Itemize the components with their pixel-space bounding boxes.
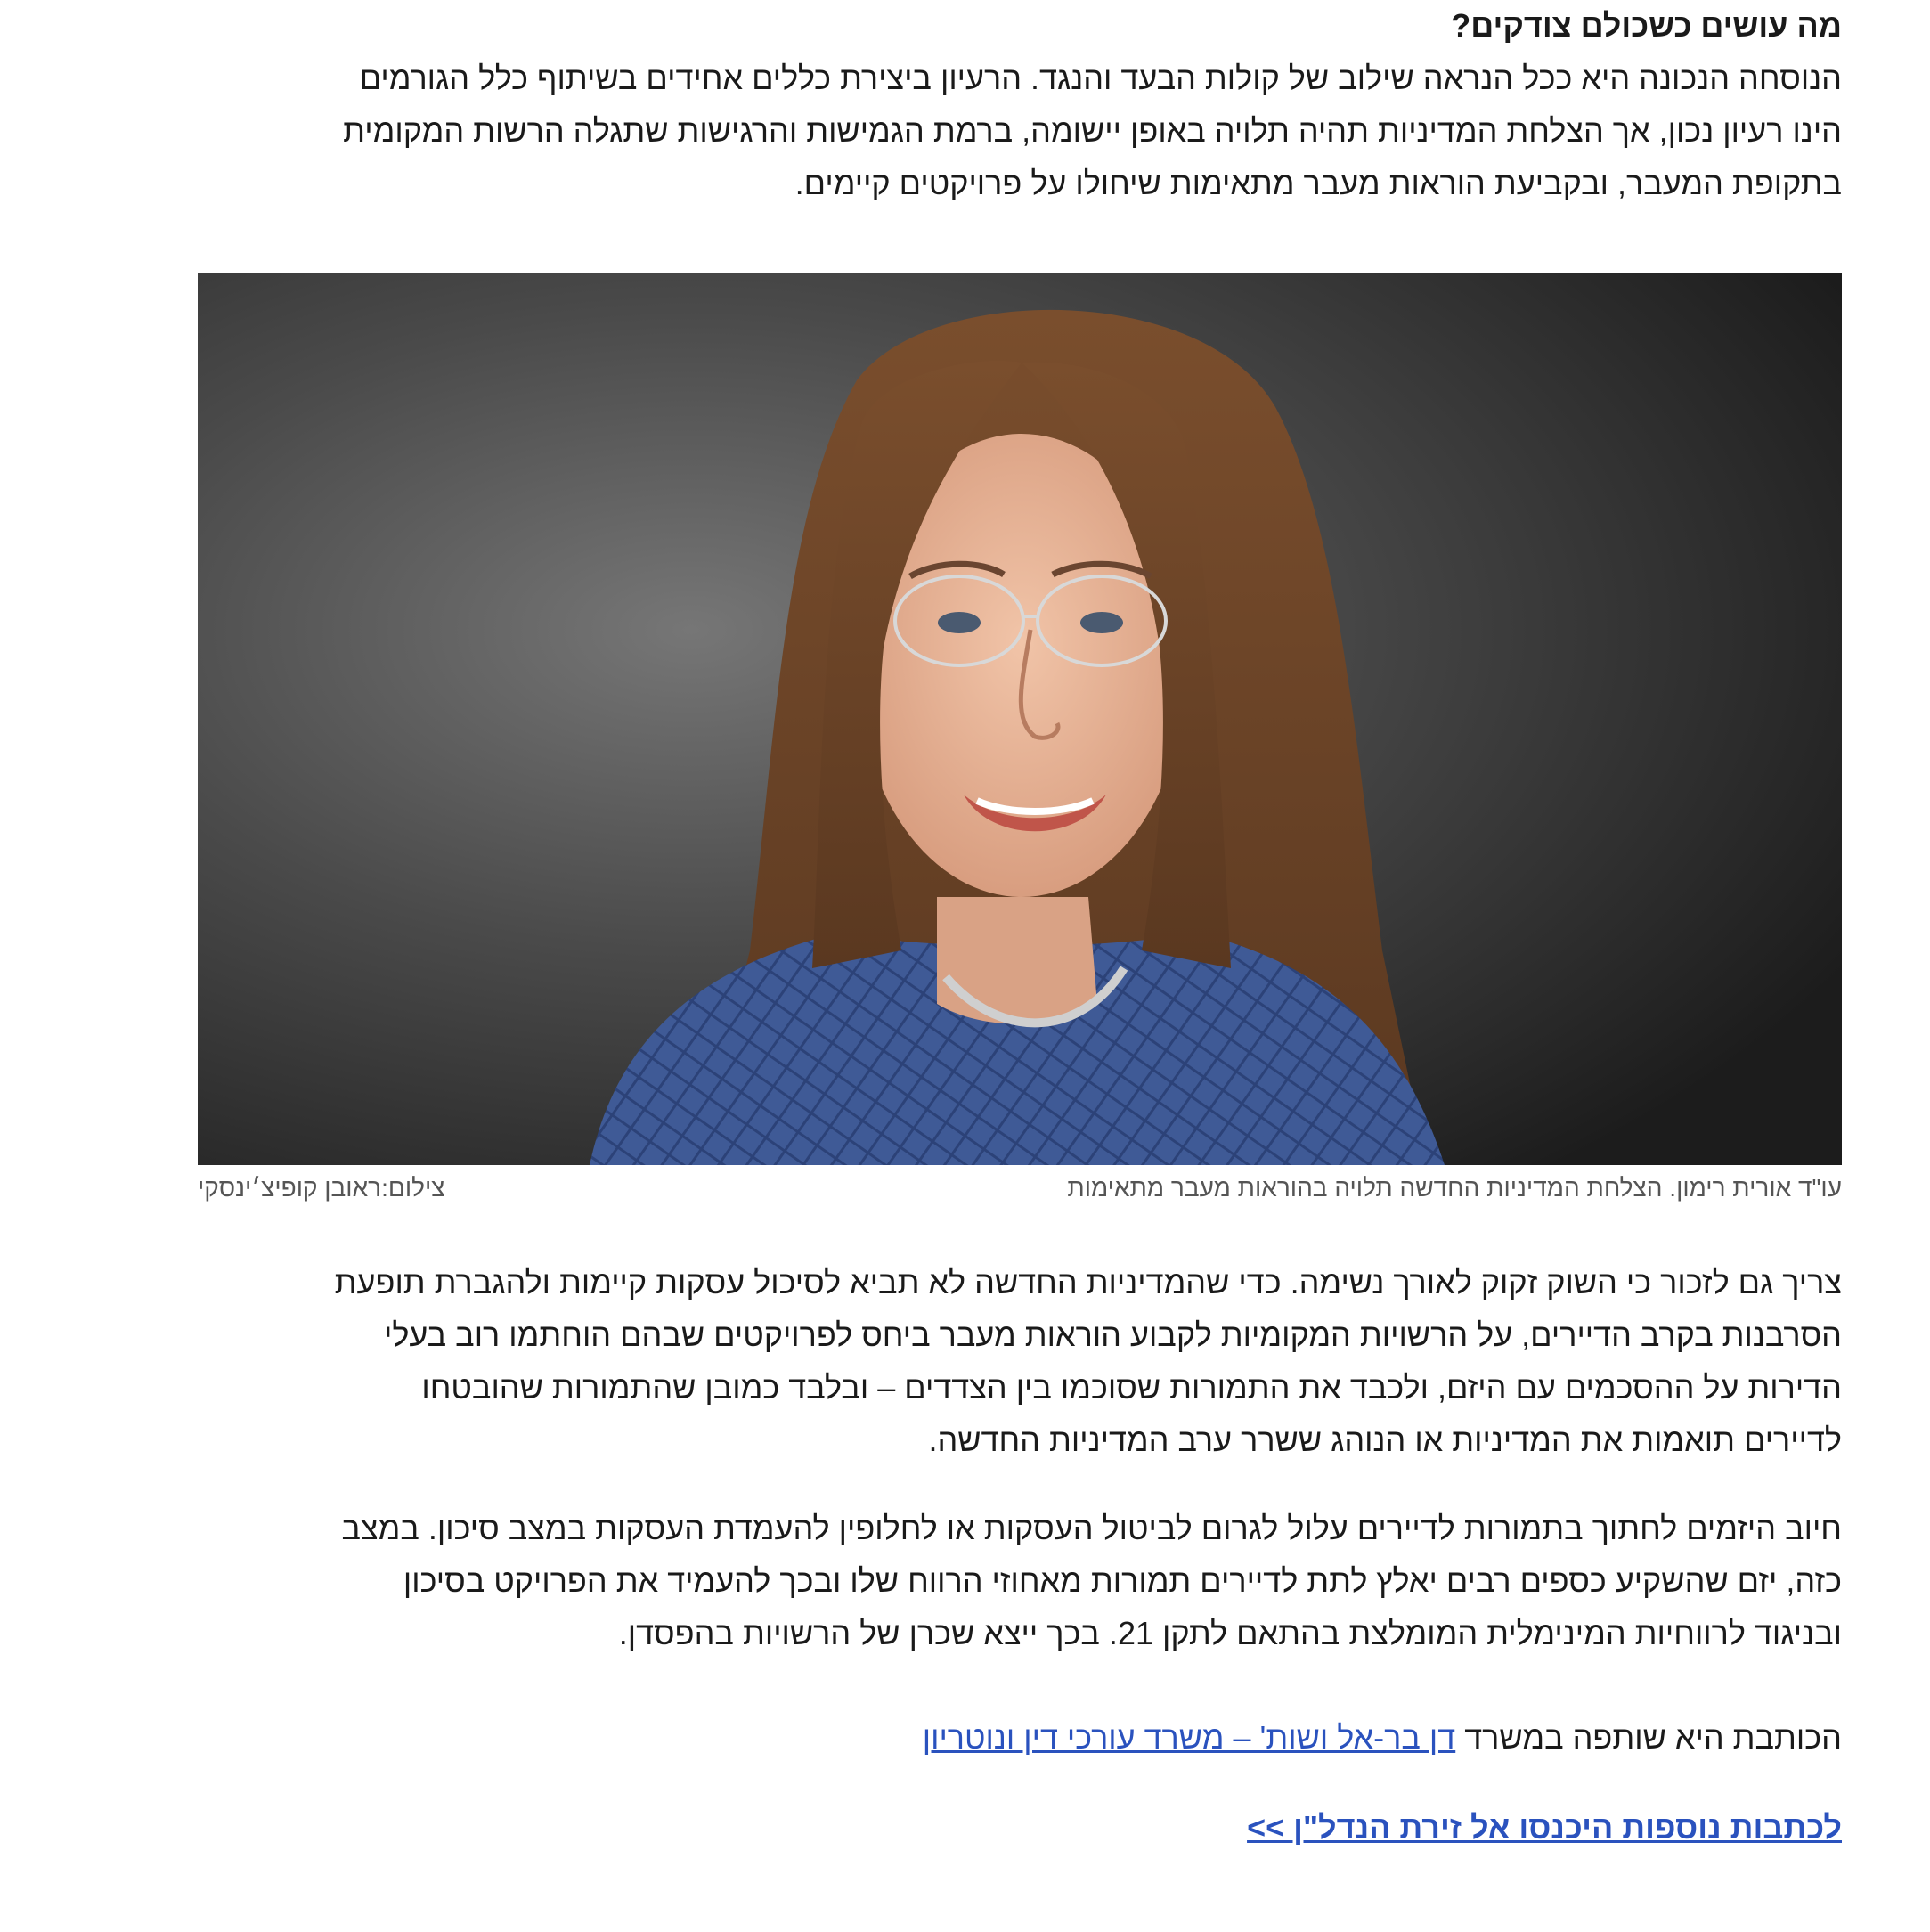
law-firm-link[interactable]: דן בר-אל ושות' – משרד עורכי דין ונוטריון: [922, 1719, 1456, 1756]
text-line: לדיירים תואמות את המדיניות או הנוהג ששרר ערב המדיניות החדשה.: [928, 1422, 1842, 1458]
body-paragraph: [198, 1256, 1842, 1466]
author-note-prefix: הכותבת היא שותפה במשרד: [1455, 1719, 1842, 1756]
text-line: ובניגוד לרווחיות המינימלית המומלצת בהתאם לתקן 21. בכך ייצא שכרן של הרשויות בהפסדן.: [618, 1615, 1842, 1651]
more-articles-paragraph: [198, 1801, 1842, 1854]
text-line: הינו רעיון נכון, אך הצלחת המדיניות תהיה תלויה באופן יישומה, ברמת הגמישות והרגישות שתגלה הרשות המקומית: [343, 112, 1842, 149]
photo-credit: צילום:ראובן קופיצ׳ינסקי: [198, 1174, 445, 1202]
portrait-illustration: [198, 273, 1842, 1165]
text-line: הדירות על ההסכמים עם היזם, ולכבד את התמורות שסוכמו בין הצדדים – ובלבד כמובן שהתמורות שהובטחו: [421, 1369, 1842, 1406]
text-line: צריך גם לזכור כי השוק זקוק לאורך נשימה. כדי שהמדיניות החדשה לא תביא לסיכול עסקות קיימות ולהגברת תופעת: [334, 1264, 1842, 1300]
text-line: חיוב היזמים לחתוך בתמורות לדיירים עלול לגרום לביטול העסקות או לחלופין להעמדת העסקות במצב סיכון. במצב: [341, 1510, 1842, 1546]
author-note: [198, 1711, 1842, 1764]
more-articles-link[interactable]: לכתבות נוספות היכנסו אל זירת הנדל"ן >>: [1247, 1809, 1842, 1846]
article-photo: [198, 273, 1842, 1165]
body-paragraph: [198, 1502, 1842, 1659]
text-line: הנוסחה הנכונה היא ככל הנראה שילוב של קולות הבעד והנגד. הרעיון ביצירת כללים אחידים בשיתוף כלל הגורמים: [359, 60, 1842, 96]
section-heading: מה עושים כשכולם צודקים?: [1451, 7, 1842, 44]
text-line: הסרבנות בקרב הדיירים, על הרשויות המקומיות לקבוע הוראות מעבר ביחס לפרויקטים שבהם הוחתמו רוב בעלי: [383, 1317, 1842, 1353]
photo-caption: עו"ד אורית רימון. הצלחת המדיניות החדשה תלויה בהוראות מעבר מתאימות: [1067, 1174, 1842, 1202]
photo-caption-row: [198, 1174, 1842, 1210]
text-line: בתקופת המעבר, ובקביעת הוראות מעבר מתאימות שיחולו על פרויקטים קיימים.: [794, 165, 1842, 201]
intro-paragraph: [198, 52, 1842, 209]
text-line: כזה, יזם שהשקיע כספים רבים יאלץ לתת לדיירים תמורות מאחוזי הרווח שלו ובכך להעמיד את הפרויקט בסיכון: [403, 1562, 1842, 1599]
